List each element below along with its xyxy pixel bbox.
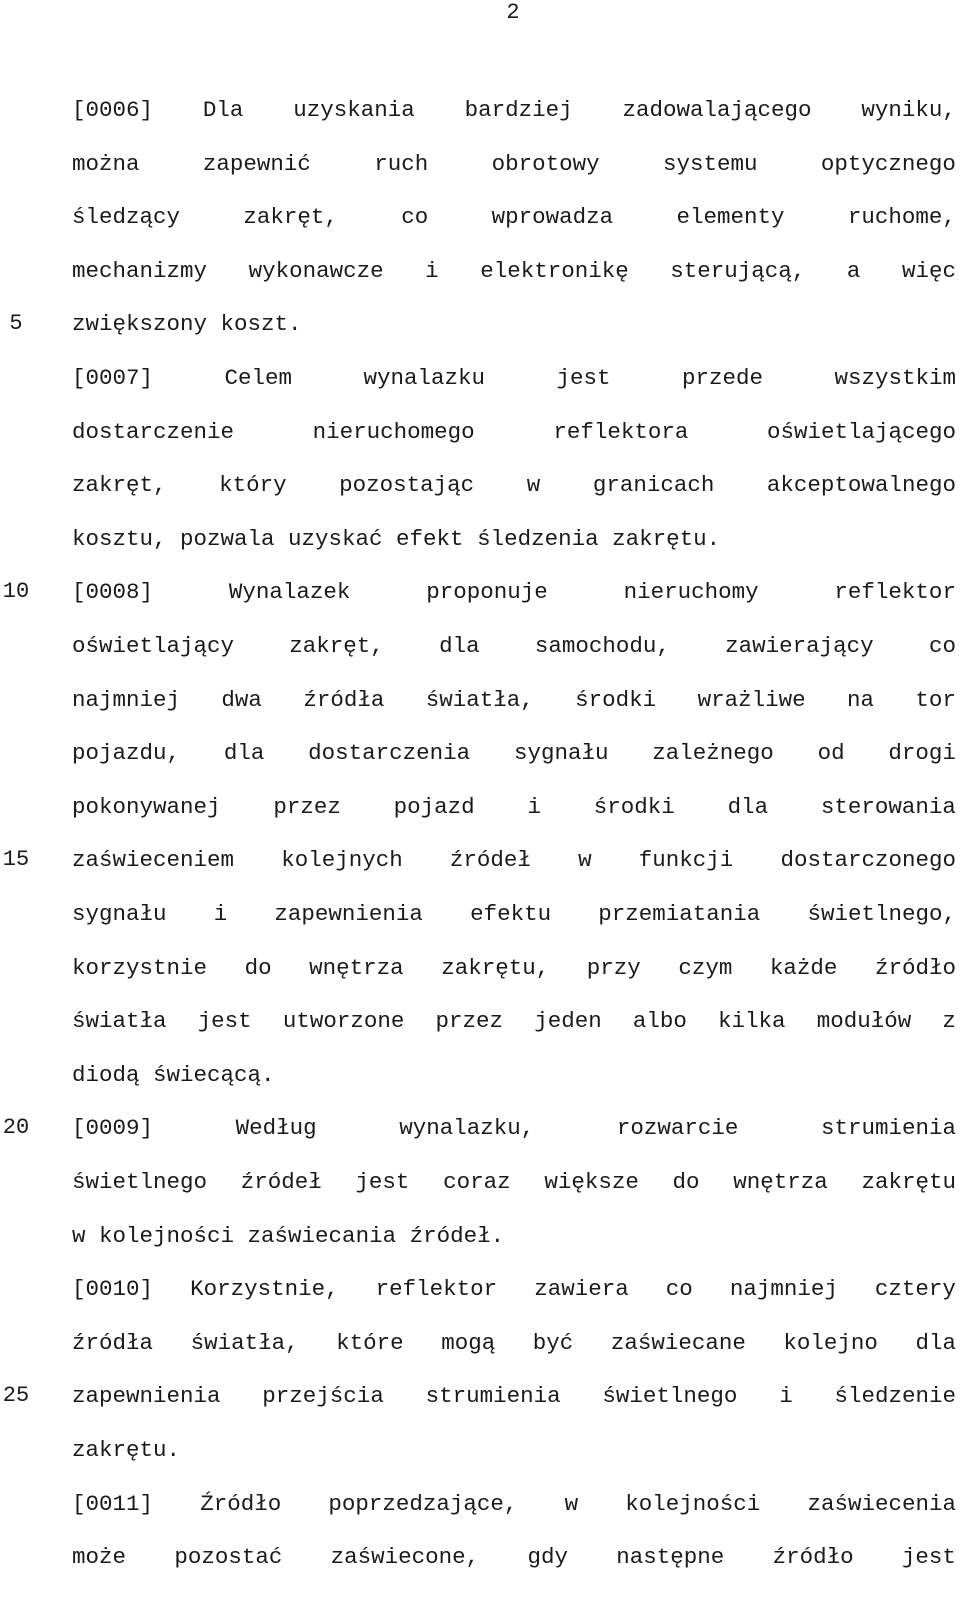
- word: i: [425, 257, 439, 284]
- text-line: [72, 1542, 956, 1572]
- word: sygnału: [513, 740, 609, 767]
- word: zapewnić: [202, 150, 311, 177]
- text-line: [72, 1435, 956, 1465]
- word: od: [817, 740, 845, 767]
- word: Wynalazek: [228, 579, 351, 606]
- word: wnętrza: [309, 954, 404, 981]
- word: Dla: [202, 97, 244, 123]
- word: wyniku,: [861, 97, 956, 123]
- word: koszt.: [220, 311, 302, 338]
- text-line: [72, 256, 956, 286]
- word: sterującą,: [670, 257, 806, 284]
- word: pozwala: [180, 525, 275, 552]
- word: źródło: [772, 1544, 854, 1571]
- word: funkcji: [638, 847, 734, 874]
- text-line: [72, 202, 956, 232]
- word: źródła: [72, 1329, 154, 1356]
- text-line: [72, 1274, 956, 1304]
- word: rozwarcie: [616, 1115, 739, 1142]
- word: [0010]: [72, 1276, 154, 1303]
- word: Korzystnie,: [190, 1276, 339, 1303]
- margin-line-number: 5: [9, 311, 23, 337]
- word: następne: [616, 1544, 725, 1571]
- word: przejścia: [262, 1383, 384, 1410]
- word: granicach: [592, 472, 715, 499]
- word: elementy: [676, 204, 785, 231]
- word: na: [846, 686, 874, 713]
- word: zaświeceniem: [72, 847, 235, 874]
- text-line: [72, 1060, 956, 1090]
- word: zakręt,: [243, 204, 338, 231]
- text-line: [72, 1167, 956, 1197]
- word: światła,: [425, 686, 534, 713]
- word: kilka: [718, 1008, 786, 1035]
- word: Celem: [224, 365, 292, 391]
- word: przy: [586, 954, 641, 981]
- word: świetlnego: [602, 1383, 738, 1410]
- word: zakręt,: [72, 472, 167, 499]
- word: zakrętu: [861, 1169, 956, 1195]
- word: utworzone: [282, 1008, 405, 1035]
- text-line: [72, 899, 956, 929]
- word: który: [219, 472, 287, 499]
- word: ruch: [374, 150, 429, 177]
- word: śledzenia: [477, 525, 599, 552]
- text-line: [72, 1006, 956, 1036]
- word: jest: [197, 1008, 252, 1035]
- text-line: [72, 1381, 956, 1411]
- word: Źródło: [200, 1490, 282, 1517]
- word: śledzenie: [834, 1383, 956, 1410]
- text-line: [72, 631, 956, 661]
- text-line: [72, 953, 956, 983]
- word: wrażliwe: [697, 686, 806, 713]
- word: przez: [273, 793, 341, 820]
- word: kolejnych: [281, 847, 403, 874]
- margin-line-number: 20: [2, 1115, 30, 1141]
- word: najmniej: [729, 1276, 838, 1303]
- word: świetlnego: [72, 1169, 208, 1195]
- word: zakrętu,: [441, 954, 550, 981]
- word: wszystkim: [834, 365, 956, 391]
- word: zapewnienia: [274, 901, 423, 927]
- word: co: [928, 633, 956, 659]
- word: uzyskania: [293, 97, 415, 123]
- word: pozostając: [339, 472, 475, 499]
- word: światła,: [190, 1329, 299, 1356]
- text-line: [72, 685, 956, 715]
- word: [0006]: [72, 97, 154, 123]
- word: nieruchomy: [623, 579, 759, 606]
- word: zawierający: [725, 633, 874, 659]
- word: dwa: [221, 686, 262, 713]
- word: jest: [901, 1544, 956, 1571]
- word: modułów: [816, 1008, 912, 1035]
- word: jest: [355, 1169, 410, 1195]
- word: źródeł: [449, 847, 531, 874]
- word: w: [578, 847, 592, 874]
- word: reflektor: [834, 579, 956, 606]
- word: reflektor: [375, 1276, 498, 1303]
- word: dostarczenie: [72, 418, 235, 445]
- word: jeden: [534, 1008, 602, 1035]
- text-line: [72, 738, 956, 768]
- word: zaświecenia: [807, 1490, 956, 1517]
- text-line: [72, 1328, 956, 1358]
- word: zawiera: [534, 1276, 629, 1303]
- text-line: [72, 1221, 956, 1251]
- word: zakrętu.: [612, 525, 721, 552]
- word: nieruchomego: [312, 418, 475, 445]
- word: wynalazku: [363, 365, 485, 391]
- word: strumienia: [820, 1115, 956, 1142]
- word: efekt: [396, 525, 464, 552]
- word: do: [672, 1169, 700, 1195]
- word: zależnego: [652, 740, 774, 767]
- word: i: [779, 1383, 793, 1410]
- word: gdy: [527, 1544, 568, 1571]
- word: zaświecania: [247, 1222, 397, 1249]
- word: efektu: [470, 901, 552, 927]
- word: co: [665, 1276, 693, 1303]
- word: albo: [632, 1008, 687, 1035]
- word: pozostać: [174, 1544, 283, 1571]
- word: ruchome,: [847, 204, 956, 231]
- text-line: [72, 845, 956, 875]
- word: [0009]: [72, 1115, 154, 1142]
- word: coraz: [443, 1169, 511, 1195]
- word: cztery: [874, 1276, 956, 1303]
- word: zadowalającego: [622, 97, 812, 123]
- word: [0008]: [72, 579, 154, 606]
- word: sygnału: [72, 901, 167, 927]
- word: zaświecane: [610, 1329, 746, 1356]
- margin-line-number: 15: [2, 847, 30, 873]
- word: środki: [593, 793, 675, 820]
- word: co: [401, 204, 429, 231]
- word: elektronikę: [480, 257, 629, 284]
- word: proponuje: [426, 579, 548, 606]
- word: świetlnego,: [807, 901, 956, 927]
- word: świecącą.: [153, 1061, 275, 1088]
- word: czym: [678, 954, 733, 981]
- word: wykonawcze: [248, 257, 384, 284]
- word: akceptowalnego: [766, 472, 956, 499]
- word: oświetlający: [72, 633, 235, 659]
- word: w: [526, 472, 541, 499]
- word: korzystnie: [72, 954, 208, 981]
- text-line: [72, 309, 956, 339]
- word: dla: [727, 793, 769, 820]
- word: sterowania: [820, 793, 956, 820]
- word: wynalazku,: [399, 1115, 535, 1142]
- word: do: [244, 954, 272, 981]
- word: zapewnienia: [72, 1383, 221, 1410]
- word: przez: [435, 1008, 504, 1035]
- word: dostarczonego: [780, 847, 956, 874]
- word: zakręt,: [289, 633, 384, 659]
- word: źródeł: [240, 1169, 322, 1195]
- margin-line-number: 25: [2, 1383, 30, 1409]
- word: pokonywanej: [72, 793, 221, 820]
- text-line: [72, 1113, 956, 1143]
- word: oświetlającego: [766, 418, 956, 445]
- word: w: [564, 1490, 579, 1517]
- word: dla: [439, 633, 480, 659]
- word: i: [527, 793, 541, 820]
- word: być: [532, 1329, 574, 1356]
- word: z: [942, 1008, 956, 1035]
- word: kolejności: [625, 1490, 761, 1517]
- word: śledzący: [72, 204, 181, 231]
- word: wnętrza: [733, 1169, 828, 1195]
- word: zakrętu.: [72, 1437, 181, 1463]
- word: zaświecone,: [330, 1544, 480, 1571]
- word: każde: [769, 954, 838, 981]
- word: kosztu,: [72, 525, 167, 552]
- word: obrotowy: [491, 150, 600, 177]
- word: zwiększony: [72, 311, 208, 338]
- word: poprzedzające,: [328, 1490, 518, 1517]
- word: większe: [544, 1169, 639, 1195]
- text-line: [72, 1489, 956, 1519]
- word: bardziej: [464, 97, 573, 123]
- text-line: [72, 95, 956, 125]
- text-line: [72, 524, 956, 554]
- word: źródła: [303, 686, 385, 713]
- word: kolejno: [783, 1329, 878, 1356]
- word: najmniej: [72, 686, 181, 713]
- word: dla: [915, 1329, 956, 1356]
- word: pojazdu,: [72, 740, 181, 767]
- word: pojazd: [393, 793, 475, 820]
- text-line: [72, 417, 956, 447]
- word: kolejności: [99, 1222, 235, 1249]
- word: więc: [901, 257, 956, 284]
- word: tor: [915, 686, 956, 713]
- word: reflektora: [553, 418, 689, 445]
- word: strumienia: [425, 1383, 561, 1410]
- word: światła: [72, 1008, 167, 1035]
- word: mogą: [441, 1329, 496, 1356]
- word: i: [213, 901, 228, 927]
- word: uzyskać: [288, 525, 383, 552]
- word: optycznego: [820, 150, 956, 177]
- word: źródło: [874, 954, 956, 981]
- word: dla: [223, 740, 265, 767]
- word: systemu: [663, 150, 758, 177]
- text-line: [72, 470, 956, 500]
- margin-line-number: 10: [2, 579, 30, 605]
- word: przede: [681, 365, 763, 391]
- word: mechanizmy: [72, 257, 208, 284]
- word: które: [336, 1329, 404, 1356]
- word: może: [72, 1544, 127, 1571]
- word: środki: [575, 686, 657, 713]
- word: Według: [235, 1115, 317, 1142]
- word: [0011]: [72, 1490, 154, 1517]
- word: w: [72, 1222, 86, 1249]
- word: [0007]: [72, 365, 154, 391]
- word: drogi: [888, 740, 956, 767]
- word: źródeł.: [409, 1222, 505, 1249]
- word: można: [72, 150, 140, 177]
- page-number: 2: [506, 0, 520, 25]
- text-line: [72, 363, 956, 393]
- word: samochodu,: [534, 633, 670, 659]
- word: diodą: [72, 1061, 140, 1088]
- text-line: [72, 149, 956, 179]
- text-line: [72, 792, 956, 822]
- word: wprowadza: [491, 204, 614, 231]
- word: a: [846, 257, 861, 284]
- word: przemiatania: [598, 901, 761, 927]
- text-line: [72, 577, 956, 607]
- word: jest: [556, 365, 611, 391]
- word: dostarczenia: [308, 740, 471, 767]
